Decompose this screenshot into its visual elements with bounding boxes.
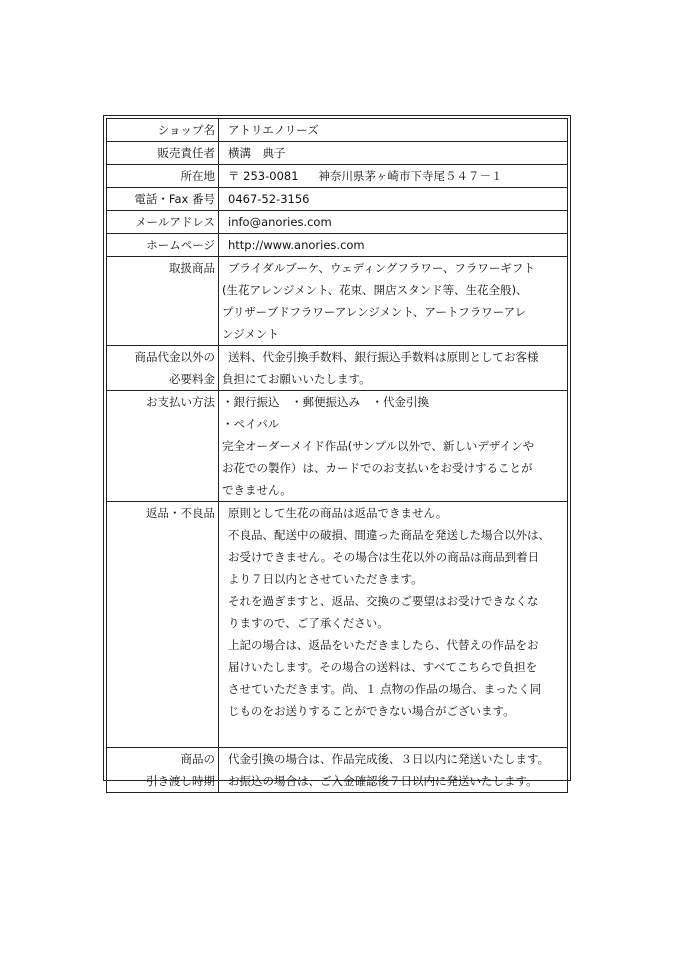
row-manager — [107, 142, 568, 165]
phone-label: 電話・Fax 番号 — [107, 188, 219, 211]
email-label: メールアドレス — [107, 211, 219, 234]
delivery-line: 代金引換の場合は、作品完成後、３日以内に発送いたします。 — [228, 752, 550, 766]
returns-line: させていただきます。尚、１ 点物の作品の場合、まったく同 — [228, 682, 542, 696]
fees-line: 送料、代金引換手数料、銀行振込手数料は原則としてお客様 — [228, 350, 539, 364]
products-label: 取扱商品 — [107, 257, 219, 346]
payment-line: お花での製作）は、カードでのお支払いをお受けすることが — [222, 461, 533, 475]
row-homepage — [107, 234, 568, 257]
homepage-link[interactable]: http://www.anories.com — [228, 238, 365, 252]
returns-line: 不良品、配送中の破損、間違った商品を発送した場合以外は、 — [228, 528, 550, 542]
shop-info-table — [106, 118, 568, 793]
products-line: プリザーブドフラワーアレンジメント、アートフラワーアレ — [222, 305, 527, 319]
returns-line: それを過ぎますと、返品、交換のご要望はお受けできなくな — [228, 594, 539, 608]
row-shop-name — [107, 119, 568, 142]
row-email — [107, 211, 568, 234]
fees-line: 負担にてお願いいたします。 — [222, 372, 371, 386]
products-line: ブライダルブーケ、ウェディングフラワー、フラワーギフト — [228, 261, 535, 275]
fees-label-line: 商品代金以外の — [134, 350, 215, 364]
returns-line: 届けいたします。その場合の送料は、すべてこちらで負担を — [228, 660, 538, 674]
row-delivery — [107, 748, 568, 793]
returns-line: 原則として生花の商品は返品できません。 — [228, 506, 448, 520]
shop-info-table-frame — [103, 115, 571, 788]
shop-name-value: アトリエノリーズ — [228, 123, 319, 137]
postal-code: 〒 253-0081 — [228, 169, 299, 183]
returns-line: より７日以内とさせていただきます。 — [228, 572, 423, 586]
payment-line: できません。 — [222, 483, 292, 497]
homepage-label: ホームページ — [107, 234, 219, 257]
manager-value: 横溝 典子 — [228, 146, 286, 160]
fees-label-line: 必要料金 — [169, 372, 215, 386]
delivery-line: お振込の場合は、ご入金確認後７日以内に発送いたします。 — [228, 774, 538, 788]
row-products — [107, 257, 568, 346]
row-returns — [107, 502, 568, 748]
delivery-label — [107, 748, 219, 793]
payment-line: ・銀行振込 ・郵便振込み ・代金引換 — [222, 395, 429, 409]
manager-label: 販売責任者 — [107, 142, 219, 165]
products-line: ンジメント — [222, 327, 279, 341]
returns-line: 上記の場合は、返品をいただきましたら、代替えの作品をお — [228, 638, 539, 652]
payment-label: お支払い方法 — [107, 391, 219, 502]
row-fees — [107, 346, 568, 391]
payment-line: 完全オーダーメイド作品(サンプル以外で、新しいデザインや — [222, 439, 535, 453]
shop-name-label: ショップ名 — [107, 119, 219, 142]
payment-line: ・ペイパル — [222, 417, 280, 431]
returns-line: お受けできません。その場合は生花以外の商品は商品到着日 — [228, 550, 540, 564]
email-value[interactable]: info@anories.com — [228, 215, 332, 229]
phone-value: 0467-52-3156 — [228, 192, 310, 206]
address-label: 所在地 — [107, 165, 219, 188]
fees-label — [107, 346, 219, 391]
row-payment — [107, 391, 568, 502]
row-address — [107, 165, 568, 188]
row-phone — [107, 188, 568, 211]
delivery-label-line: 商品の — [180, 752, 215, 766]
products-line: (生花アレンジメント、花束、開店スタンド等、生花全般)、 — [222, 283, 528, 297]
returns-label: 返品・不良品 — [107, 502, 219, 748]
returns-line: りますので、ご了承ください。 — [228, 616, 389, 630]
address-value: 神奈川県茅ヶ崎市下寺尾５４７－１ — [318, 169, 503, 183]
delivery-label-line: 引き渡し時期 — [146, 774, 215, 788]
returns-line: じものをお送りすることができない場合がございます。 — [228, 704, 515, 718]
